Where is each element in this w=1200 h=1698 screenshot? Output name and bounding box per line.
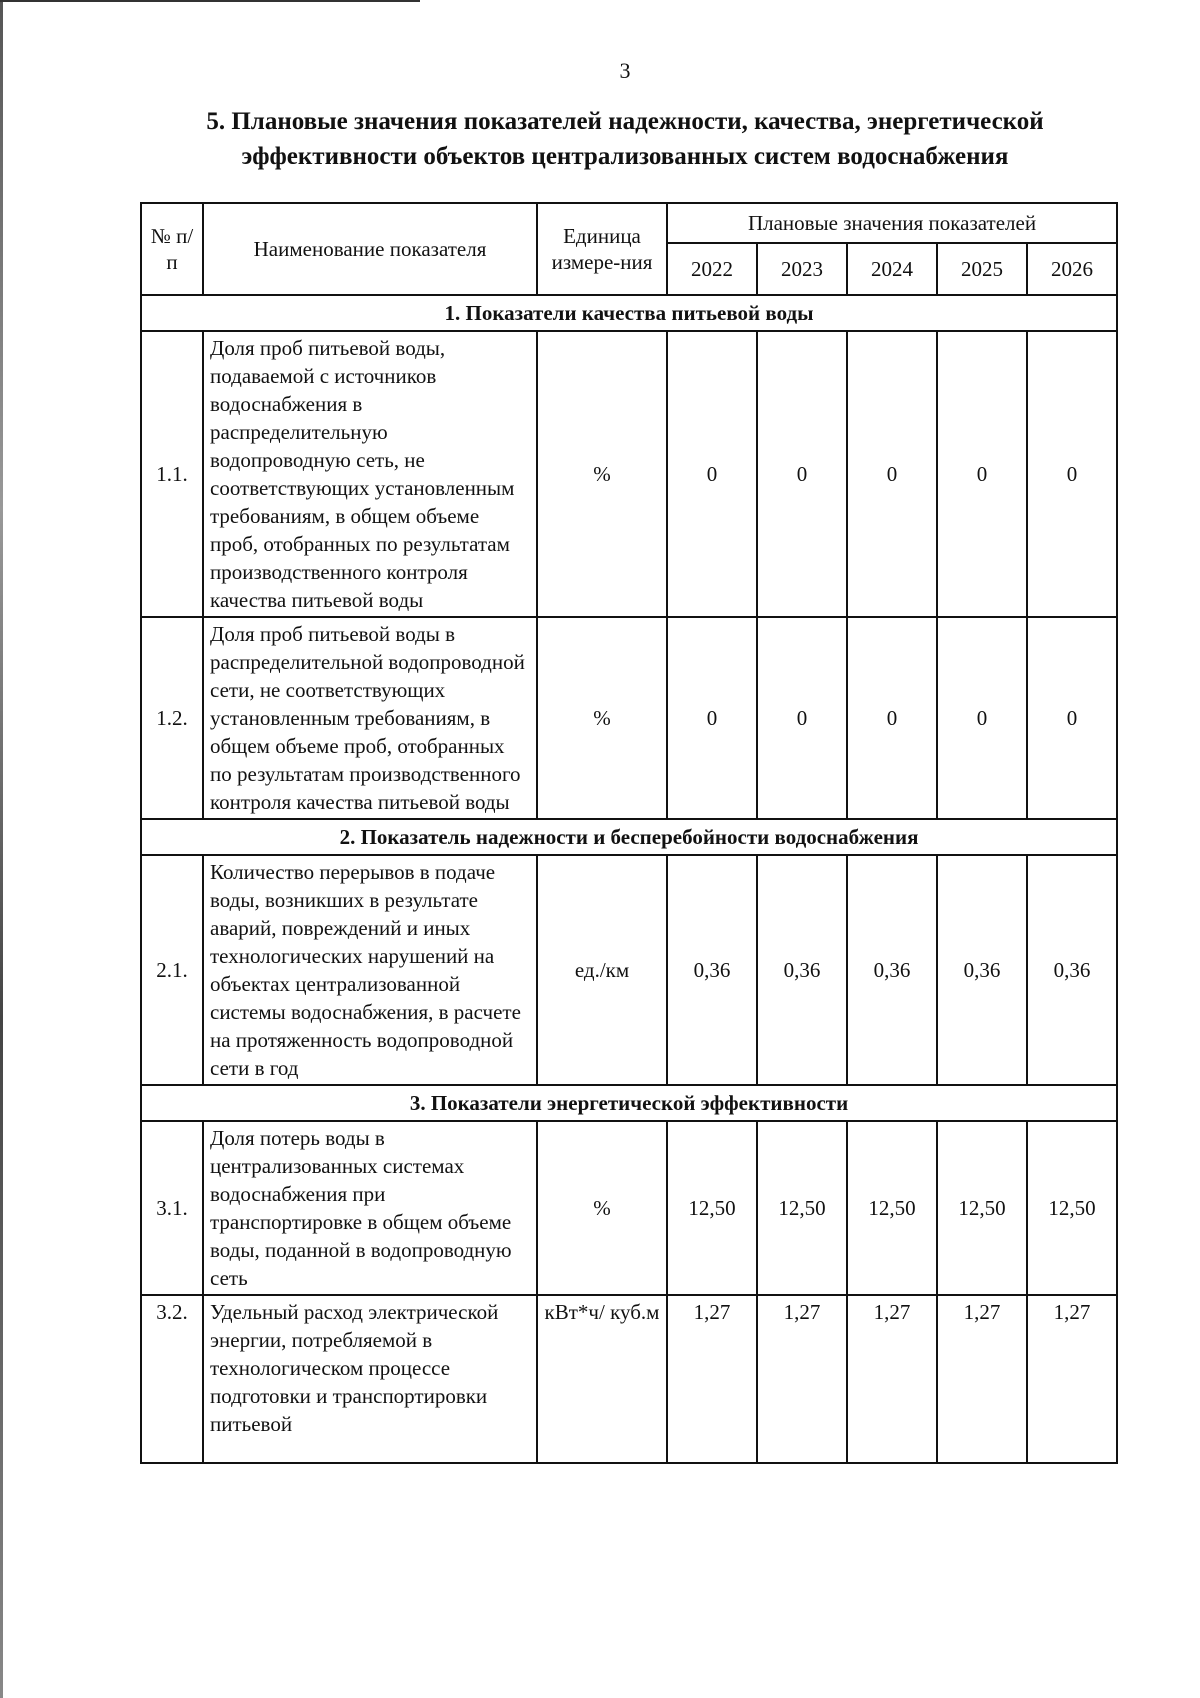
unit-cell: % bbox=[537, 331, 667, 617]
value-2022: 0 bbox=[667, 617, 757, 819]
header-planned-values: Плановые значения показателей bbox=[667, 203, 1117, 243]
value-2023: 0 bbox=[757, 617, 847, 819]
page-title: 5. Плановые значения показателей надежности, качества, энергетической эффективности объектов централизованных систем водоснабжения bbox=[206, 108, 1044, 170]
value-2024: 0 bbox=[847, 331, 937, 617]
table-row bbox=[141, 331, 1117, 617]
section-row bbox=[141, 819, 1117, 855]
indicator-name: Количество перерывов в подаче воды, возникших в результате аварий, повреждений и иных технологических нарушений на объектах централизованной системы водоснабжения, в расчете на протяженность водопроводной сети в год bbox=[203, 855, 537, 1085]
indicator-name: Доля потерь воды в централизованных системах водоснабжения при транспортировке в общем объеме воды, поданной в водопроводную сеть bbox=[203, 1121, 537, 1295]
value-2025: 0 bbox=[937, 617, 1027, 819]
value-2023: 12,50 bbox=[757, 1121, 847, 1295]
unit-cell: % bbox=[537, 1121, 667, 1295]
value-2025: 0,36 bbox=[937, 855, 1027, 1085]
section-row bbox=[141, 1085, 1117, 1121]
value-2023: 0 bbox=[757, 331, 847, 617]
value-2025: 1,27 bbox=[937, 1295, 1027, 1463]
value-2026: 0,36 bbox=[1027, 855, 1117, 1085]
header-year-2025: 2025 bbox=[937, 243, 1027, 295]
value-2023: 1,27 bbox=[757, 1295, 847, 1463]
value-2023: 0,36 bbox=[757, 855, 847, 1085]
header-year-2026: 2026 bbox=[1027, 243, 1117, 295]
header-name: Наименование показателя bbox=[203, 203, 537, 295]
indicator-name: Удельный расход электрической энергии, потребляемой в технологическом процессе подготовки и транспортировки питьевой bbox=[203, 1295, 537, 1463]
table-body bbox=[141, 295, 1117, 1463]
value-2022: 1,27 bbox=[667, 1295, 757, 1463]
value-2022: 0 bbox=[667, 331, 757, 617]
unit-cell: кВт*ч/ куб.м bbox=[537, 1295, 667, 1463]
table-row bbox=[141, 1121, 1117, 1295]
value-2024: 0,36 bbox=[847, 855, 937, 1085]
section-title: 1. Показатели качества питьевой воды bbox=[141, 295, 1117, 331]
value-2026: 12,50 bbox=[1027, 1121, 1117, 1295]
section-title: 3. Показатели энергетической эффективности bbox=[141, 1085, 1117, 1121]
value-2025: 0 bbox=[937, 331, 1027, 617]
value-2026: 0 bbox=[1027, 331, 1117, 617]
scan-edge-top bbox=[0, 0, 420, 2]
header-year-2022: 2022 bbox=[667, 243, 757, 295]
section-row bbox=[141, 295, 1117, 331]
row-number: 2.1. bbox=[141, 855, 203, 1085]
indicator-name: Доля проб питьевой воды в распределительной водопроводной сети, не соответствующих установленным требованиям, в общем объеме проб, отобранных по результатам производственного контроля качества питьевой воды bbox=[203, 617, 537, 819]
row-number: 1.1. bbox=[141, 331, 203, 617]
unit-cell: % bbox=[537, 617, 667, 819]
table-row bbox=[141, 617, 1117, 819]
page-number: 3 bbox=[619, 58, 631, 83]
value-2026: 0 bbox=[1027, 617, 1117, 819]
value-2022: 0,36 bbox=[667, 855, 757, 1085]
value-2024: 0 bbox=[847, 617, 937, 819]
header-unit: Единица измере-ния bbox=[537, 203, 667, 295]
table-row bbox=[141, 855, 1117, 1085]
scan-edge-left bbox=[0, 0, 3, 1698]
row-number: 3.1. bbox=[141, 1121, 203, 1295]
header-year-2024: 2024 bbox=[847, 243, 937, 295]
indicators-table-wrapper bbox=[140, 202, 1116, 1464]
section-title: 2. Показатель надежности и бесперебойности водоснабжения bbox=[141, 819, 1117, 855]
indicators-table bbox=[140, 202, 1118, 1464]
value-2024: 1,27 bbox=[847, 1295, 937, 1463]
row-number: 1.2. bbox=[141, 617, 203, 819]
table-header bbox=[141, 203, 1117, 295]
table-row bbox=[141, 1295, 1117, 1463]
value-2024: 12,50 bbox=[847, 1121, 937, 1295]
indicator-name: Доля проб питьевой воды, подаваемой с источников водоснабжения в распределительную водопроводную сеть, не соответствующих установленным требованиям, в общем объеме проб, отобранных по результатам производственного контроля качества питьевой воды bbox=[203, 331, 537, 617]
value-2026: 1,27 bbox=[1027, 1295, 1117, 1463]
header-year-2023: 2023 bbox=[757, 243, 847, 295]
unit-cell: ед./км bbox=[537, 855, 667, 1085]
row-number: 3.2. bbox=[141, 1295, 203, 1463]
value-2022: 12,50 bbox=[667, 1121, 757, 1295]
value-2025: 12,50 bbox=[937, 1121, 1027, 1295]
header-num: № п/п bbox=[141, 203, 203, 295]
